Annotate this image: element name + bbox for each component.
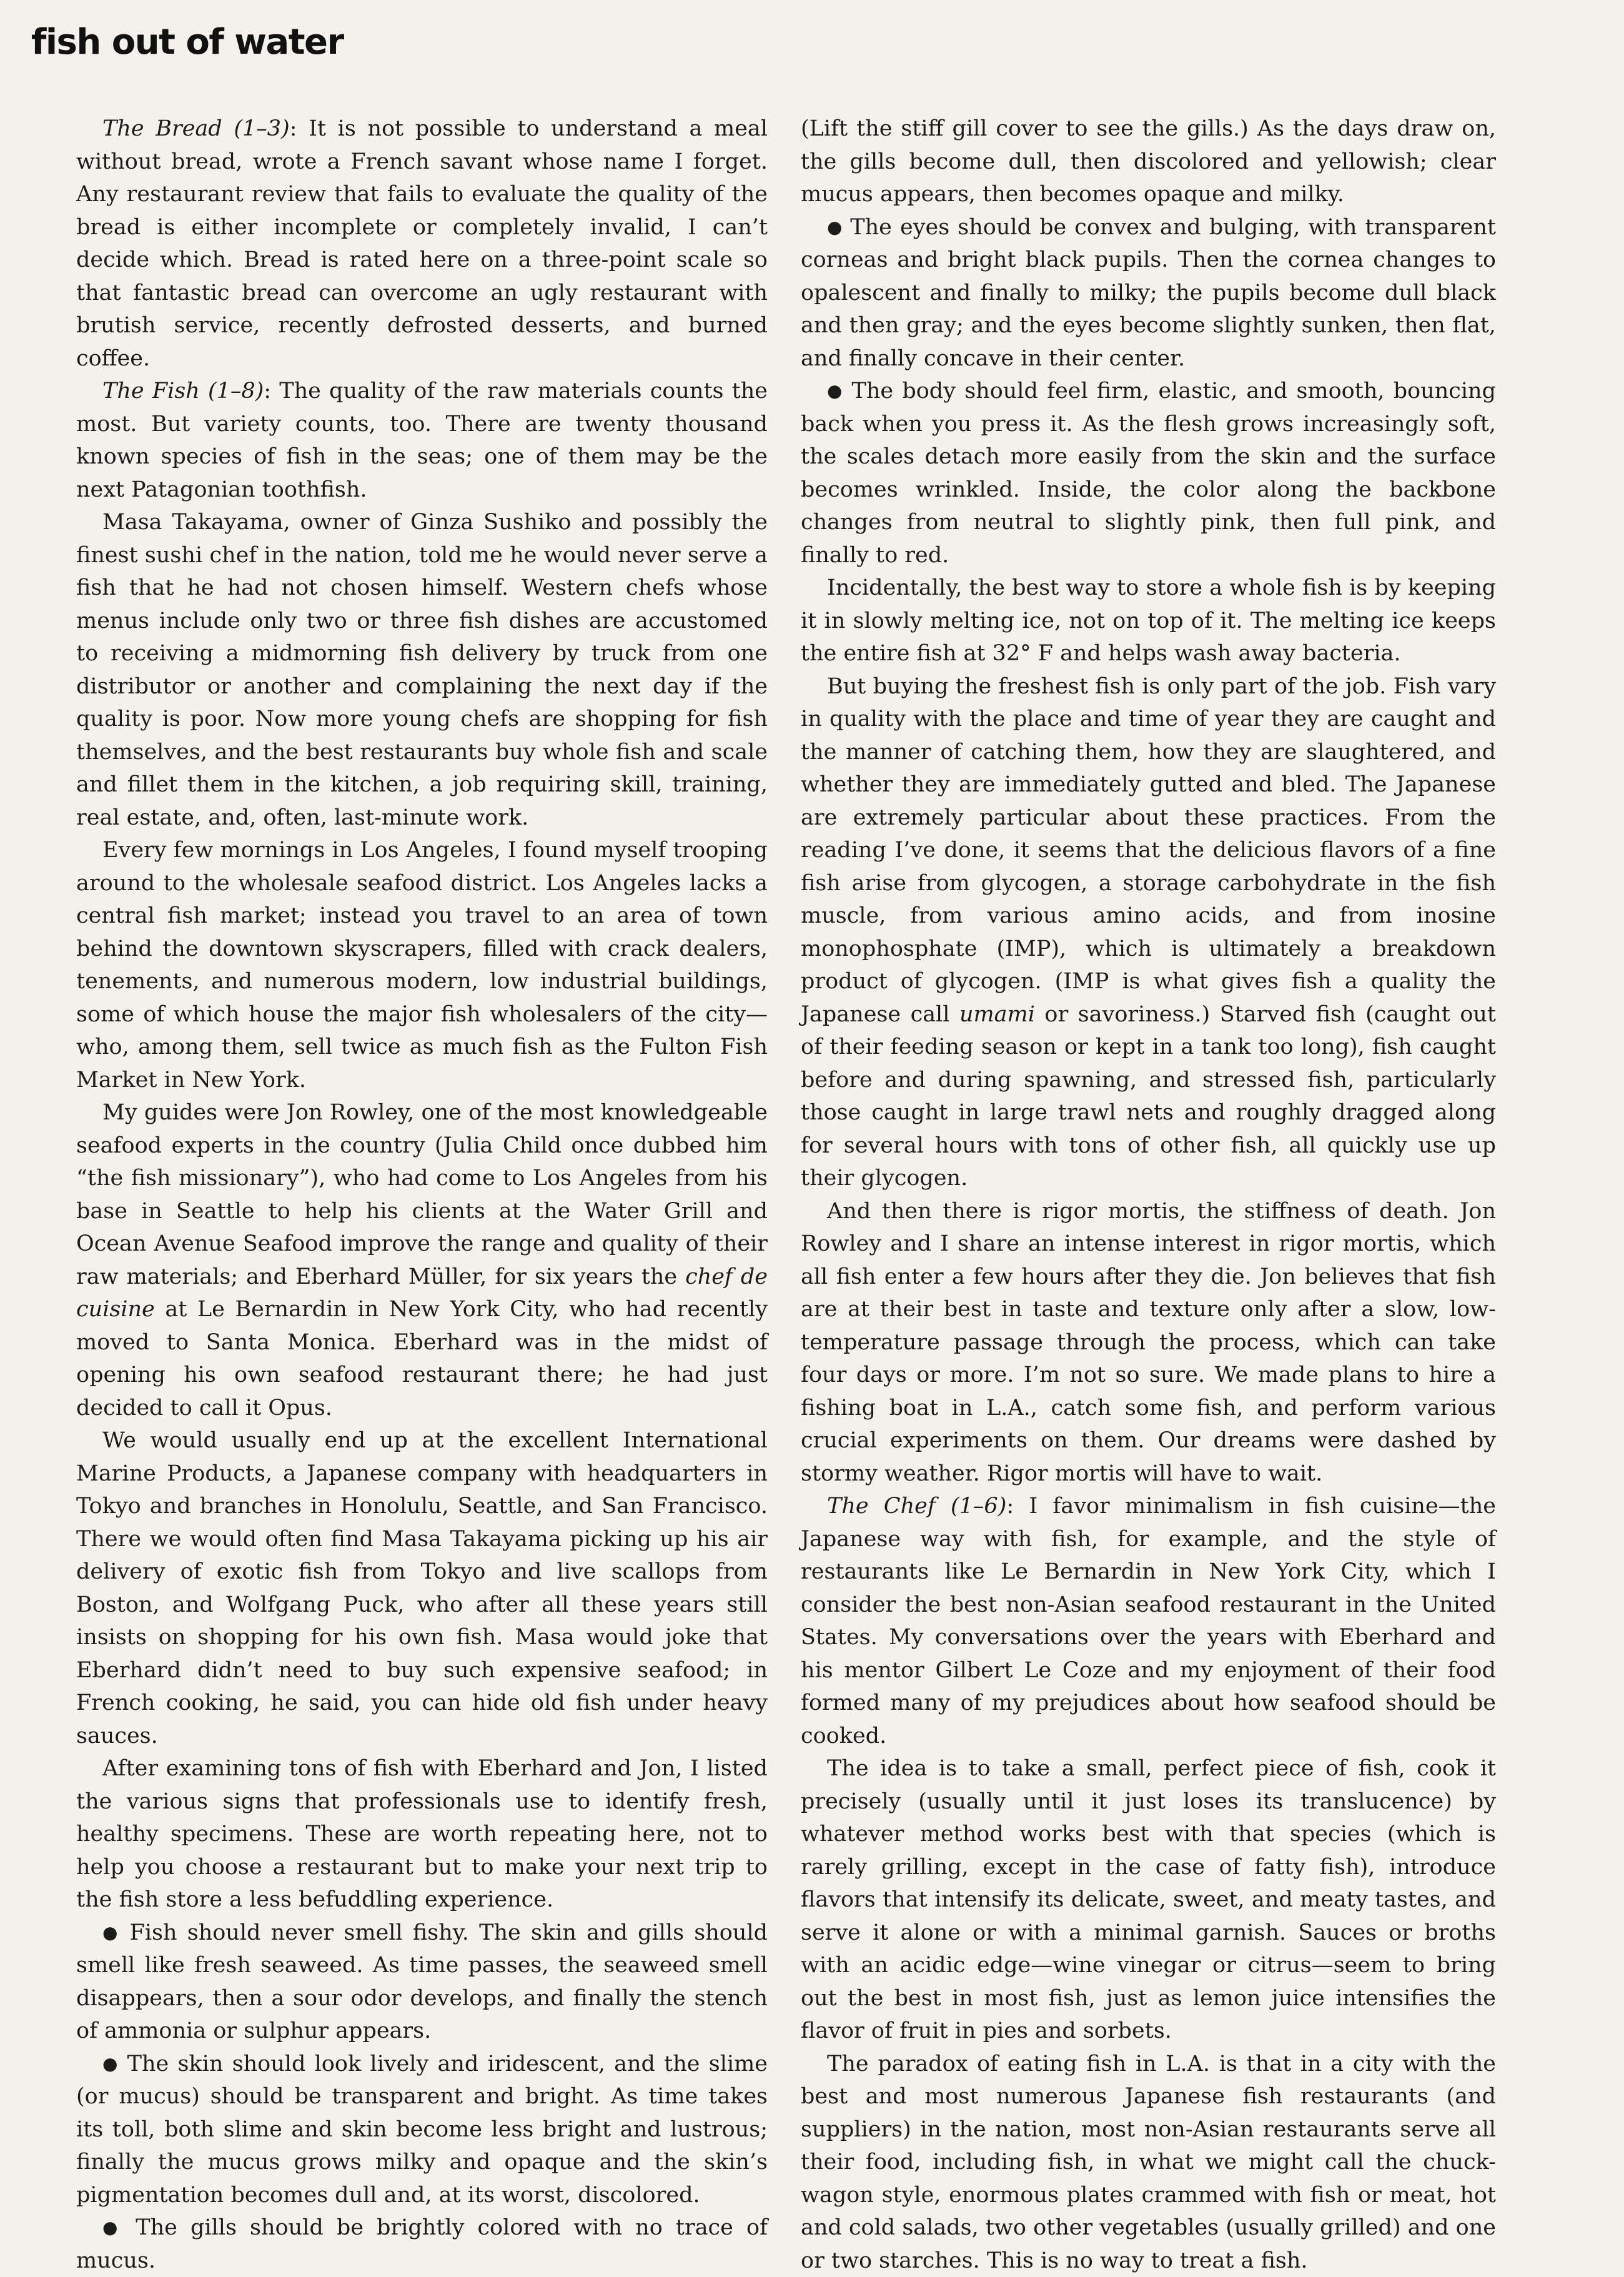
page-title: fish out of water <box>31 22 344 62</box>
left-column <box>76 112 768 2277</box>
fish-rating-label: The Fish (1–8) <box>102 379 264 404</box>
chef-rating-label: The Chef (1–6) <box>827 1494 1006 1519</box>
body-paragraph <box>801 670 1496 1195</box>
bullet-item-skin: ● The skin should look lively and iridescent, and the slime (or mucus) should be transparent and bright. As time takes its toll, both slime and skin become less bright and lustrous; finally the mucus grows milky and opaque and the skin’s pigmentation becomes dull and, at its worst, discolored. <box>76 2048 768 2212</box>
body-text: or savoriness.) Starved fish (caught out of their feeding season or kept in a tank too long), fish caught before and during spawning, and stressed fish, particularly those caught in large trawl nets and roughly dragged along for several hours with tons of other fish, all quickly use up their glycogen. <box>801 1002 1496 1191</box>
right-column <box>801 112 1496 2277</box>
bullet-item-gills: ● The gills should be brightly colored with no trace of mucus. <box>76 2211 768 2277</box>
fish-paragraph <box>76 375 768 506</box>
body-paragraph <box>76 1096 768 1424</box>
body-paragraph: The paradox of eating fish in L.A. is that in a city with the best and most numerous Japanese fish restaurants (and suppliers) in the nation, most non-Asian restaurants serve all their food, including fish, in what we might call the chuck-wagon style, enormous plates crammed with fish or meat, hot and cold salads, two other vegetables (usually grilled) and one or two starches. This is no way to treat a fish. <box>801 2048 1496 2277</box>
bread-text: : It is not possible to understand a meal without bread, wrote a French savant whose name I forget. Any restaurant review that fails to evaluate the quality of the bread is either incomplete or completely invalid, I can’t decide which. Bread is rated here on a three-point scale so that fantastic bread can overcome an ugly restaurant with brutish service, recently defrosted desserts, and burned coffee. <box>76 116 768 371</box>
body-text: But buying the freshest fish is only part of the job. Fish vary in quality with the place and time of year they are caught and the manner of catching them, how they are slaughtered, and whether they are immediately gutted and bled. The Japanese are extremely particular about these practices. From the reading I’ve done, it seems that the delicious flavors of a fine fish arise from glycogen, a storage carbohydrate in the fish muscle, from various amino acids, and from inosine monophosphate (IMP), which is ultimately a breakdown product of glycogen. (IMP is what gives fish a quality the Japanese call <box>801 674 1496 1027</box>
italic-term: chef de cuisine <box>76 1264 768 1322</box>
body-text: My guides were Jon Rowley, one of the most knowledgeable seafood experts in the country (Julia Child once dubbed him “the fish missionary”), who had come to Los Angeles from his base in Seattle to help his clients at the Water Grill and Ocean Avenue Seafood improve the range and quality of their raw materials; and Eberhard Müller, for six years the <box>76 1100 768 1289</box>
bread-rating-label: The Bread (1–3) <box>102 116 290 141</box>
chef-text: : I favor minimalism in fish cuisine—the Japanese way with fish, for example, and the style of restaurants like Le Bernardin in New York City, which I consider the best non-Asian seafood restaurant in the United States. My conversations over the years with Eberhard and his mentor Gilbert Le Coze and my enjoyment of their food formed many of my prejudices about how seafood should be cooked. <box>801 1494 1496 1749</box>
body-paragraph: Masa Takayama, owner of Ginza Sushiko and possibly the finest sushi chef in the nation, told me he would never serve a fish that he had not chosen himself. Western chefs whose menus include only two or three fish dishes are accustomed to receiving a midmorning fish delivery by truck from one distributor or another and complaining the next day if the quality is poor. Now more young chefs are shopping for fish themselves, and the best restaurants buy whole fish and scale and fillet them in the kitchen, a job requiring skill, training, real estate, and, often, last-minute work. <box>76 506 768 834</box>
body-paragraph-continued: (Lift the stiff gill cover to see the gills.) As the days draw on, the gills become dull, then discolored and yellowish; clear mucus appears, then becomes opaque and milky. <box>801 112 1496 211</box>
body-paragraph: And then there is rigor mortis, the stiffness of death. Jon Rowley and I share an intense interest in rigor mortis, which all fish enter a few hours after they die. Jon believes that fish are at their best in taste and texture only after a slow, low-temperature passage through the process, which can take four days or more. I’m not so sure. We made plans to hire a fishing boat in L.A., catch some fish, and perform various crucial experiments on them. Our dreams were dashed by stormy weather. Rigor mortis will have to wait. <box>801 1195 1496 1491</box>
body-paragraph: We would usually end up at the excellent International Marine Products, a Japanese company with headquarters in Tokyo and branches in Honolulu, Seattle, and San Francisco. There we would often find Masa Takayama picking up his air delivery of exotic fish from Tokyo and live scallops from Boston, and Wolfgang Puck, who after all these years still insists on shopping for his own fish. Masa would joke that Eberhard didn’t need to buy such expensive seafood; in French cooking, he said, you can hide old fish under heavy sauces. <box>76 1424 768 1752</box>
chef-paragraph <box>801 1490 1496 1752</box>
body-paragraph: After examining tons of fish with Eberhard and Jon, I listed the various signs that professionals use to identify fresh, healthy specimens. These are worth repeating here, not to help you choose a restaurant but to make your next trip to the fish store a less befuddling experience. <box>76 1752 768 1917</box>
fish-text: : The quality of the raw materials counts the most. But variety counts, too. There are twenty thousand known species of fish in the seas; one of them may be the next Patagonian toothfish. <box>76 379 768 502</box>
body-text: at Le Bernardin in New York City, who had recently moved to Santa Monica. Eberhard was in the midst of opening his own seafood restaurant there; he had just decided to call it Opus. <box>76 1297 768 1421</box>
bread-paragraph <box>76 112 768 375</box>
bullet-item-eyes: ● The eyes should be convex and bulging, with transparent corneas and bright black pupils. Then the cornea changes to opalescent and finally to milky; the pupils become dull black and then gray; and the eyes become slightly sunken, then flat, and finally concave in their center. <box>801 211 1496 375</box>
bullet-item-smell: ● Fish should never smell fishy. The skin and gills should smell like fresh seaweed. As time passes, the seaweed smell disappears, then a sour odor develops, and finally the stench of ammonia or sulphur appears. <box>76 1917 768 2048</box>
bullet-item-body: ● The body should feel firm, elastic, and smooth, bouncing back when you press it. As the flesh grows increasingly soft, the scales detach more easily from the skin and the surface becomes wrinkled. Inside, the color along the backbone changes from neutral to slightly pink, then full pink, and finally to red. <box>801 375 1496 572</box>
body-paragraph: Incidentally, the best way to store a whole fish is by keeping it in slowly melting ice, not on top of it. The melting ice keeps the entire fish at 32° F and helps wash away bacteria. <box>801 572 1496 670</box>
body-paragraph: Every few mornings in Los Angeles, I found myself trooping around to the wholesale seafood district. Los Angeles lacks a central fish market; instead you travel to an area of town behind the downtown skyscrapers, filled with crack dealers, tenements, and numerous modern, low industrial buildings, some of which house the major fish wholesalers of the city—who, among them, sell twice as much fish as the Fulton Fish Market in New York. <box>76 834 768 1096</box>
italic-term: umami <box>959 1002 1035 1027</box>
body-paragraph: The idea is to take a small, perfect piece of fish, cook it precisely (usually until it just loses its translucence) by whatever method works best with that species (which is rarely grilling, except in the case of fatty fish), introduce flavors that intensify its delicate, sweet, and meaty tastes, and serve it alone or with a minimal garnish. Sauces or broths with an acidic edge—wine vinegar or citrus—seem to bring out the best in most fish, just as lemon juice intensifies the flavor of fruit in pies and sorbets. <box>801 1752 1496 2048</box>
